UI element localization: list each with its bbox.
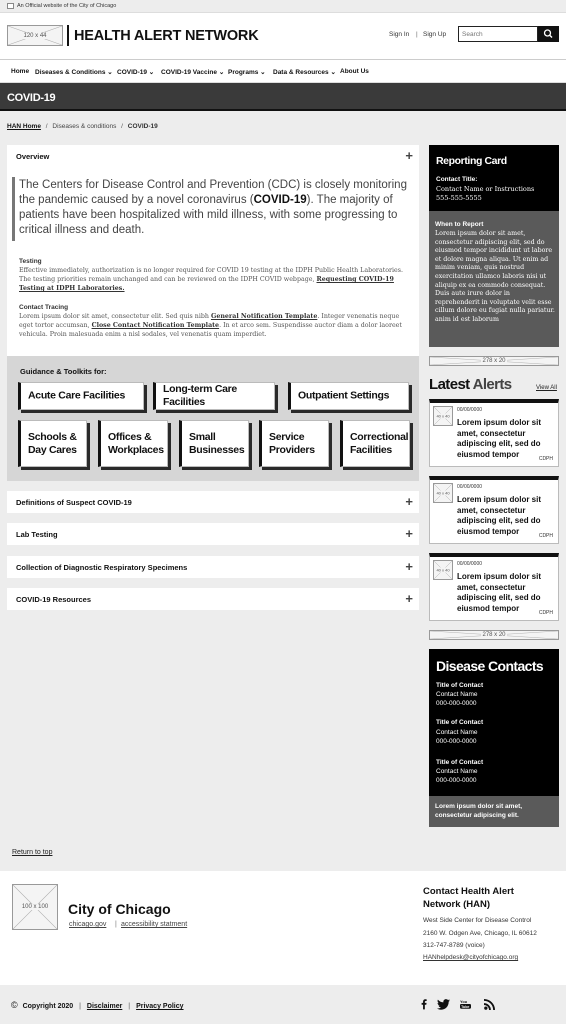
copyright-icon: © bbox=[11, 1000, 18, 1010]
contact-name: Contact Name bbox=[436, 768, 478, 775]
alert-thumbnail bbox=[433, 483, 453, 503]
close-contact-link[interactable]: Close Contact Notification Template bbox=[91, 322, 220, 329]
toolkits-heading: Guidance & Toolkits for: bbox=[20, 367, 107, 376]
contact-title-label: Contact Title: bbox=[436, 176, 478, 183]
quote-text-pre: The Centers for Disease Control and Prevention (CDC) is closely monitoring the pandemic caused by a novel coronavirus ( bbox=[19, 179, 407, 206]
search-icon bbox=[538, 26, 559, 42]
contact-name: Contact Name bbox=[436, 691, 478, 698]
accordion-lab-testing[interactable] bbox=[7, 523, 419, 545]
breadcrumb-home[interactable]: HAN Home bbox=[7, 123, 41, 130]
accordion-title: Definitions of Suspect COVID-19 bbox=[16, 498, 132, 507]
alert-date: 00/00/0000 bbox=[457, 561, 483, 567]
reporting-title: Reporting Card bbox=[436, 155, 507, 167]
alert-date: 00/00/0000 bbox=[457, 407, 483, 413]
tracing-heading: Contact Tracing bbox=[19, 304, 69, 311]
nav-item-label: COVID-19 bbox=[117, 69, 147, 76]
accessibility-link[interactable]: accessibility statment bbox=[121, 921, 188, 928]
accordion-definitions[interactable] bbox=[7, 491, 419, 513]
nav-item-covid[interactable] bbox=[117, 68, 154, 76]
disease-contacts-card bbox=[429, 649, 559, 796]
alert-source: CDPH bbox=[538, 610, 553, 616]
chevron-down-icon: ⌄ bbox=[107, 69, 113, 76]
nav-item-diseases[interactable] bbox=[35, 68, 113, 76]
alert-date: 00/00/0000 bbox=[457, 484, 483, 490]
contact-phone: 000-000-0000 bbox=[436, 700, 477, 707]
breadcrumb-current: COVID-19 bbox=[127, 123, 158, 130]
footer-email-link[interactable]: HANhelpdesk@cityofchicago.org bbox=[423, 954, 519, 961]
thumb-label: 40 x 40 bbox=[436, 490, 450, 496]
contacts-footer bbox=[429, 796, 559, 827]
logo-placeholder-label: 120 x 44 bbox=[23, 32, 47, 39]
reporting-card bbox=[429, 145, 559, 211]
alert-card[interactable] bbox=[429, 399, 559, 467]
alert-source: CDPH bbox=[538, 533, 553, 539]
chicago-gov-link[interactable]: chicago.gov bbox=[69, 921, 107, 928]
view-all-link[interactable]: View All bbox=[536, 385, 557, 391]
search-input[interactable] bbox=[458, 26, 538, 42]
flag-icon bbox=[7, 3, 14, 9]
plus-icon: + bbox=[405, 494, 413, 509]
twitter-icon[interactable] bbox=[437, 999, 450, 1010]
breadcrumb-sep: / bbox=[45, 123, 48, 130]
latest-alerts-title bbox=[429, 376, 512, 393]
copyright-text: Copyright 2020 bbox=[22, 1003, 74, 1010]
bottom-separator: | bbox=[79, 1003, 81, 1010]
overview-panel bbox=[7, 145, 419, 356]
contacts-footer-text: Lorem ipsum dolor sit amet, consectetur adipiscing elit. bbox=[435, 803, 523, 819]
toolkit-offices[interactable] bbox=[98, 420, 168, 467]
plus-icon: + bbox=[405, 591, 413, 606]
main-nav bbox=[0, 59, 566, 83]
plus-icon: + bbox=[405, 559, 413, 574]
plus-icon: + bbox=[405, 526, 413, 541]
contact-han-title: Contact Health Alert Network (HAN) bbox=[423, 886, 514, 910]
sign-in-link[interactable]: Sign In bbox=[389, 31, 410, 38]
svg-text:You: You bbox=[460, 999, 468, 1005]
site-footer bbox=[0, 871, 566, 985]
when-label: When to Report bbox=[435, 221, 484, 228]
alert-card[interactable] bbox=[429, 553, 559, 621]
latest-word: Latest bbox=[429, 376, 470, 393]
nav-item-data[interactable] bbox=[273, 68, 336, 76]
privacy-policy-link[interactable]: Privacy Policy bbox=[136, 1003, 184, 1010]
breadcrumb-sep: / bbox=[121, 123, 123, 130]
contact-title: Title of Contact bbox=[436, 759, 484, 766]
toolkits-panel bbox=[7, 356, 419, 481]
contact-phone: 000-000-0000 bbox=[436, 738, 477, 745]
page-title: COVID-19 bbox=[7, 92, 56, 104]
nav-item-label: COVID-19 Vaccine bbox=[161, 69, 217, 76]
alert-source: CDPH bbox=[538, 456, 553, 462]
footer-address1: West Side Center for Disease Control bbox=[423, 917, 532, 924]
tracing-body: . In et arco sem. Suspendisse auctor diam a dolor laoreet vehicula. Proin malesuada enim a nisl sodales, vel venenatis quam imperdiet. bbox=[19, 322, 402, 338]
copyright bbox=[11, 1000, 184, 1010]
sign-up-link[interactable]: Sign Up bbox=[423, 31, 447, 38]
accordion-title: Lab Testing bbox=[16, 530, 58, 539]
breadcrumb-diseases[interactable]: Diseases & conditions bbox=[52, 123, 117, 130]
youtube-icon[interactable] bbox=[460, 998, 471, 1010]
contact-phone: 555-555-5555 bbox=[436, 194, 482, 202]
accordion-title: Collection of Diagnostic Respiratory Specimens bbox=[16, 563, 188, 572]
contact-title: Title of Contact bbox=[436, 719, 484, 726]
when-to-report bbox=[429, 211, 559, 347]
accordion-specimens[interactable] bbox=[7, 556, 419, 578]
testing-text bbox=[19, 266, 403, 293]
toolkit-service-providers[interactable] bbox=[259, 420, 329, 467]
alert-thumbnail bbox=[433, 560, 453, 580]
footer-logo-placeholder[interactable] bbox=[12, 884, 58, 930]
footer-separator: | bbox=[115, 921, 117, 928]
facebook-icon[interactable] bbox=[419, 998, 428, 1010]
nav-item-programs[interactable] bbox=[228, 68, 266, 76]
nav-item-home[interactable]: Home bbox=[11, 68, 30, 75]
tracing-text bbox=[19, 312, 407, 339]
toolkit-label: Offices & Workplaces bbox=[108, 430, 164, 456]
thumb-label: 40 x 40 bbox=[436, 567, 450, 573]
nav-item-label: Diseases & Conditions bbox=[35, 69, 106, 76]
toolkit-label: Correctional Facilities bbox=[350, 430, 409, 456]
toolkit-label: Acute Care Facilities bbox=[28, 389, 125, 402]
rss-icon[interactable] bbox=[484, 999, 495, 1010]
site-title[interactable]: HEALTH ALERT NETWORK bbox=[74, 28, 259, 44]
footer-phone: 312-747-8789 (voice) bbox=[423, 942, 485, 949]
toolkit-label: Long-term Care Facilities bbox=[163, 383, 237, 408]
footer-logo-label: 100 x 100 bbox=[21, 904, 49, 910]
chevron-down-icon: ⌄ bbox=[260, 69, 266, 76]
footer-address2: 2160 W. Odgen Ave, Chicago, IL 60612 bbox=[423, 930, 537, 937]
contact-phone: 000-000-0000 bbox=[436, 777, 477, 784]
toolkit-label: Small Businesses bbox=[189, 430, 245, 456]
toolkit-schools[interactable] bbox=[18, 420, 87, 467]
contact-name: Contact Name or Instructions bbox=[436, 185, 535, 193]
breadcrumb bbox=[7, 123, 158, 130]
toolkit-label: Outpatient Settings bbox=[298, 389, 390, 402]
toolkit-small-businesses[interactable] bbox=[179, 420, 249, 467]
contact-name: Contact Name bbox=[436, 729, 478, 736]
overview-title[interactable]: Overview bbox=[16, 152, 50, 161]
ad-placeholder-label: 278 x 20 bbox=[482, 358, 506, 364]
ad-placeholder[interactable] bbox=[429, 356, 559, 366]
ad-placeholder[interactable] bbox=[429, 630, 559, 640]
quote-text-post: ). The majority of patients have been hospitalized with mild illness, with some progressing to critical illness and death. bbox=[19, 194, 398, 236]
alert-text: Lorem ipsum dolor sit amet, consectetur adipiscing elit, sed do eiusmod tempor bbox=[457, 572, 542, 613]
bottom-bar bbox=[0, 985, 566, 1024]
return-to-top-link[interactable]: Return to top bbox=[12, 849, 53, 856]
tracing-body: Lorem ipsum dolor sit amet, consectetur elit. Sed quis nibh bbox=[19, 313, 211, 320]
disclaimer-link[interactable]: Disclaimer bbox=[86, 1003, 123, 1010]
overview-quote bbox=[19, 178, 411, 238]
toolkit-label: Service Providers bbox=[269, 430, 315, 456]
page-banner bbox=[0, 83, 566, 111]
when-text: Lorem ipsum dolor sit amet, consectetur adipiscing elit, sed do eiusmod tempor incididunt ut labore et dolore magna aliqua. Ut enim ad minim veniam, quis nostrud exercitation ullamco laboris nisi ut aliquip ex ea commodo consequat. Duis aute irure dolor in reprehenderit in voluptate velit esse cillum dolore eu fugiat nulla pariatur. anim id est laborum bbox=[435, 230, 555, 323]
thumb-label: 40 x 40 bbox=[436, 413, 450, 419]
header-divider bbox=[67, 25, 69, 46]
testing-link[interactable]: Requesting COVID-19 Testing at IDPH Laboratories. bbox=[19, 276, 394, 292]
alert-card[interactable] bbox=[429, 476, 559, 544]
toolkit-outpatient[interactable] bbox=[288, 382, 409, 410]
nav-item-about[interactable]: About Us bbox=[340, 68, 369, 75]
general-notification-link[interactable]: General Notification Template bbox=[210, 313, 318, 320]
ad-placeholder-label: 278 x 20 bbox=[482, 632, 506, 638]
logo-placeholder[interactable] bbox=[7, 25, 63, 46]
contact-title: Title of Contact bbox=[436, 682, 484, 689]
search-button[interactable] bbox=[538, 26, 559, 42]
contacts-title: Disease Contacts bbox=[436, 658, 544, 674]
testing-heading: Testing bbox=[19, 258, 42, 265]
toolkit-label: Schools & Day Cares bbox=[28, 430, 77, 456]
accordion-resources[interactable] bbox=[7, 588, 419, 610]
quote-bar bbox=[12, 177, 15, 241]
nav-item-vaccine[interactable] bbox=[161, 68, 224, 76]
tracing-body: . Integer venenatis neque eget tortor accumsan, bbox=[19, 313, 400, 329]
testing-body: Effective immediately, authorization is no longer required for COVID 19 testing at the IDPH Public Health Laboratories. The testing priorities remain unchanged and can be reviewed on the IDPH COVID webpage, bbox=[19, 267, 404, 283]
toolkit-long-term-care[interactable] bbox=[153, 382, 275, 410]
nav-item-label: Programs bbox=[228, 69, 259, 76]
alert-text: Lorem ipsum dolor sit amet, consectetur adipiscing elit, sed do eiusmod tempor bbox=[457, 495, 542, 536]
toolkit-correctional[interactable] bbox=[340, 420, 410, 467]
bottom-separator: | bbox=[128, 1003, 131, 1010]
chevron-down-icon: ⌄ bbox=[148, 69, 155, 76]
official-bar bbox=[0, 0, 566, 13]
alerts-word: Alerts bbox=[472, 376, 512, 393]
overview-toggle-icon[interactable]: + bbox=[405, 148, 413, 163]
footer-city-title: City of Chicago bbox=[68, 901, 171, 917]
site-header bbox=[0, 13, 566, 59]
accordion-title: COVID-19 Resources bbox=[16, 595, 92, 604]
official-text: An Official website of the City of Chicago bbox=[17, 3, 117, 9]
nav-item-label: Data & Resources bbox=[273, 69, 329, 76]
chevron-down-icon: ⌄ bbox=[330, 69, 336, 76]
alert-text: Lorem ipsum dolor sit amet, consectetur adipiscing elit, sed do eiusmod tempor bbox=[457, 418, 542, 459]
svg-text:Tube: Tube bbox=[461, 1004, 470, 1009]
toolkit-acute-care[interactable] bbox=[18, 382, 144, 410]
chevron-down-icon: ⌄ bbox=[218, 69, 225, 76]
auth-separator: | bbox=[416, 31, 418, 38]
quote-text-bold: COVID-19 bbox=[253, 194, 307, 206]
alert-thumbnail bbox=[433, 406, 453, 426]
